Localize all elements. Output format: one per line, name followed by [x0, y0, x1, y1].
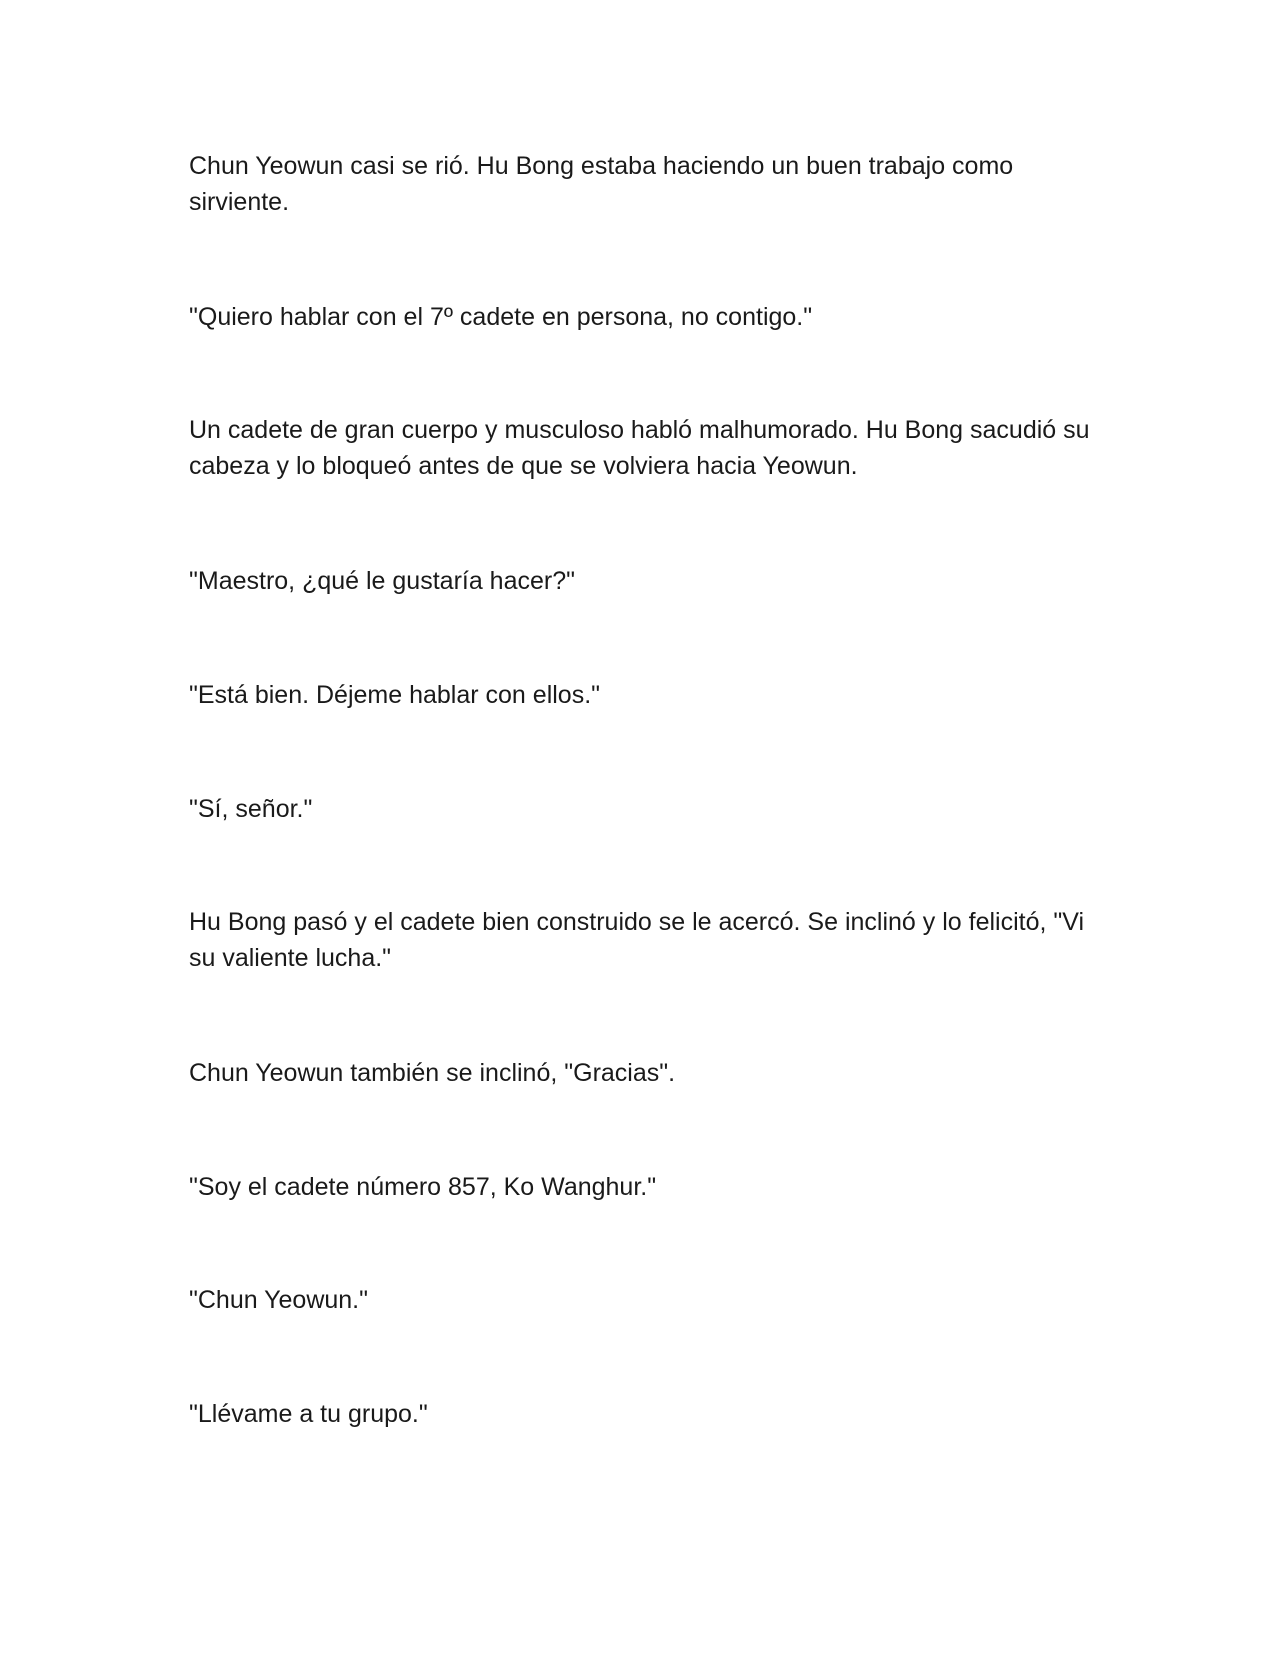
paragraph: "Llévame a tu grupo." [189, 1400, 428, 1428]
paragraph: Hu Bong pasó y el cadete bien construido se le acercó. Se inclinó y lo felicitó, "Vi su valiente lucha." [189, 908, 1085, 972]
paragraph: "Quiero hablar con el 7º cadete en persona, no contigo." [189, 303, 813, 331]
paragraph: "Maestro, ¿qué le gustaría hacer?" [189, 567, 575, 595]
paragraph: "Sí, señor." [189, 795, 313, 823]
paragraph: "Soy el cadete número 857, Ko Wanghur." [189, 1173, 657, 1201]
paragraph: "Chun Yeowun." [189, 1286, 369, 1314]
paragraph: "Está bien. Déjeme hablar con ellos." [189, 681, 601, 709]
paragraph: Chun Yeowun casi se rió. Hu Bong estaba haciendo un buen trabajo como sirviente. [189, 152, 1014, 216]
paragraph: Un cadete de gran cuerpo y musculoso habló malhumorado. Hu Bong sacudió su cabeza y lo bloqueó antes de que se volviera hacia Yeowun. [189, 416, 1090, 480]
paragraph: Chun Yeowun también se inclinó, "Gracias". [189, 1059, 676, 1087]
